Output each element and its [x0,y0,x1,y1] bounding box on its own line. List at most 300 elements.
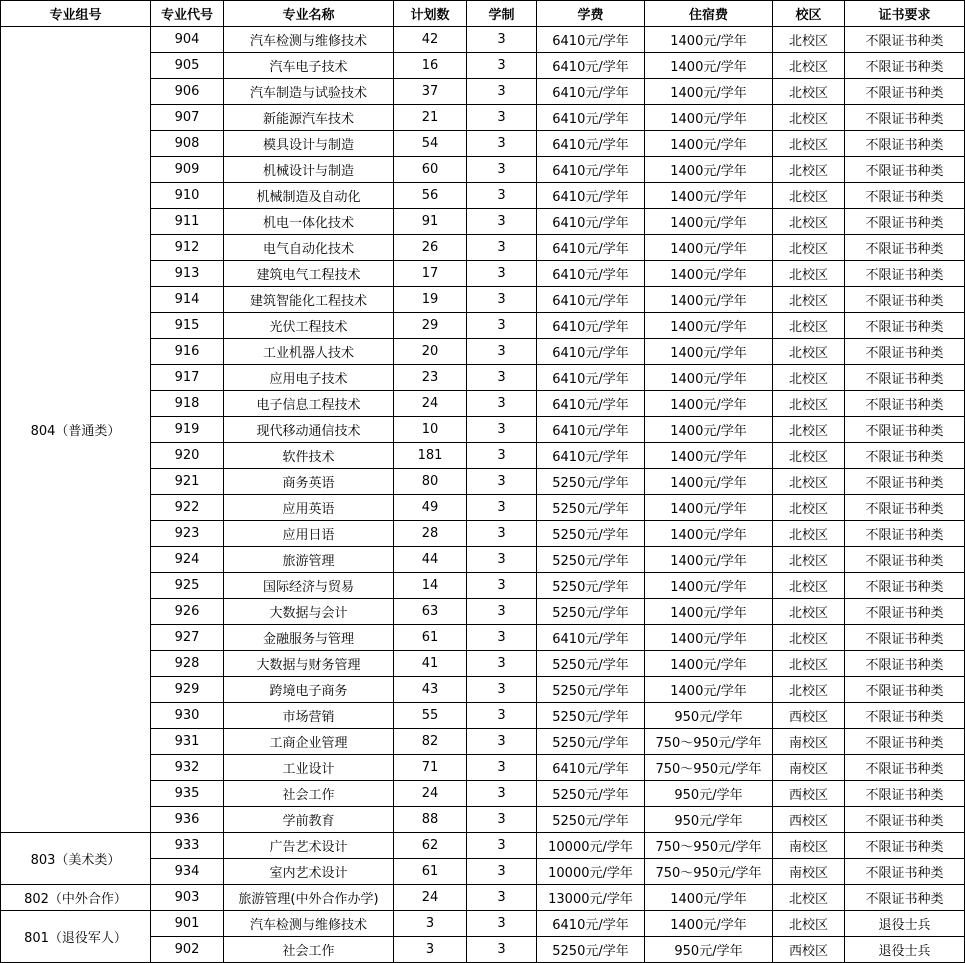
major-code: 935 [151,781,224,807]
major-name: 电气自动化技术 [224,235,394,261]
tuition: 5250元/学年 [537,573,645,599]
plan-count: 80 [394,469,467,495]
duration: 3 [467,261,537,287]
campus: 北校区 [773,417,845,443]
accommodation-fee: 1400元/学年 [645,625,773,651]
major-name: 工业设计 [224,755,394,781]
campus: 北校区 [773,157,845,183]
certificate-requirement: 不限证书种类 [845,833,965,859]
tuition: 6410元/学年 [537,105,645,131]
group-label: 804（普通类） [1,27,151,833]
campus: 北校区 [773,287,845,313]
tuition: 6410元/学年 [537,183,645,209]
duration: 3 [467,443,537,469]
campus: 西校区 [773,807,845,833]
tuition: 6410元/学年 [537,131,645,157]
major-name: 电子信息工程技术 [224,391,394,417]
certificate-requirement: 不限证书种类 [845,755,965,781]
major-code: 934 [151,859,224,885]
accommodation-fee: 1400元/学年 [645,131,773,157]
duration: 3 [467,729,537,755]
table-row [1,833,965,859]
major-code: 930 [151,703,224,729]
certificate-requirement: 不限证书种类 [845,495,965,521]
tuition: 6410元/学年 [537,313,645,339]
plan-count: 3 [394,937,467,963]
plan-count: 56 [394,183,467,209]
plan-count: 24 [394,391,467,417]
certificate-requirement: 不限证书种类 [845,287,965,313]
duration: 3 [467,79,537,105]
certificate-requirement: 不限证书种类 [845,677,965,703]
major-code: 911 [151,209,224,235]
campus: 北校区 [773,599,845,625]
certificate-requirement: 不限证书种类 [845,157,965,183]
tuition: 5250元/学年 [537,547,645,573]
certificate-requirement: 不限证书种类 [845,859,965,885]
plan-count: 23 [394,365,467,391]
duration: 3 [467,625,537,651]
certificate-requirement: 不限证书种类 [845,651,965,677]
plan-count: 82 [394,729,467,755]
duration: 3 [467,469,537,495]
major-code: 926 [151,599,224,625]
certificate-requirement: 不限证书种类 [845,781,965,807]
major-name: 金融服务与管理 [224,625,394,651]
major-code: 906 [151,79,224,105]
tuition: 5250元/学年 [537,599,645,625]
major-name: 旅游管理 [224,547,394,573]
accommodation-fee: 750～950元/学年 [645,729,773,755]
tuition: 5250元/学年 [537,651,645,677]
tuition: 10000元/学年 [537,833,645,859]
major-name: 旅游管理(中外合作办学) [224,885,394,911]
major-name: 汽车制造与试验技术 [224,79,394,105]
accommodation-fee: 1400元/学年 [645,443,773,469]
tuition: 6410元/学年 [537,209,645,235]
major-code: 932 [151,755,224,781]
duration: 3 [467,235,537,261]
major-code: 903 [151,885,224,911]
tuition: 6410元/学年 [537,625,645,651]
tuition: 13000元/学年 [537,885,645,911]
duration: 3 [467,287,537,313]
duration: 3 [467,339,537,365]
certificate-requirement: 不限证书种类 [845,443,965,469]
major-code: 905 [151,53,224,79]
plan-count: 17 [394,261,467,287]
major-code: 902 [151,937,224,963]
plan-count: 55 [394,703,467,729]
campus: 北校区 [773,911,845,937]
major-name: 机械制造及自动化 [224,183,394,209]
major-name: 模具设计与制造 [224,131,394,157]
plan-count: 29 [394,313,467,339]
tuition: 10000元/学年 [537,859,645,885]
plan-count: 10 [394,417,467,443]
duration: 3 [467,807,537,833]
duration: 3 [467,599,537,625]
campus: 北校区 [773,521,845,547]
duration: 3 [467,131,537,157]
plan-count: 24 [394,885,467,911]
accommodation-fee: 1400元/学年 [645,209,773,235]
plan-count: 44 [394,547,467,573]
duration: 3 [467,313,537,339]
major-code: 910 [151,183,224,209]
plan-count: 43 [394,677,467,703]
plan-count: 63 [394,599,467,625]
accommodation-fee: 1400元/学年 [645,885,773,911]
plan-count: 60 [394,157,467,183]
tuition: 5250元/学年 [537,521,645,547]
major-name-header: 专业名称 [224,1,394,27]
tuition: 6410元/学年 [537,911,645,937]
tuition: 5250元/学年 [537,703,645,729]
campus: 南校区 [773,833,845,859]
accommodation-fee: 1400元/学年 [645,391,773,417]
plan-count: 88 [394,807,467,833]
tuition: 5250元/学年 [537,469,645,495]
tuition: 5250元/学年 [537,781,645,807]
major-name: 工业机器人技术 [224,339,394,365]
accommodation-fee: 1400元/学年 [645,573,773,599]
major-name: 社会工作 [224,937,394,963]
campus: 北校区 [773,209,845,235]
major-code: 922 [151,495,224,521]
certificate-requirement: 不限证书种类 [845,599,965,625]
campus: 北校区 [773,443,845,469]
certificate-requirement: 不限证书种类 [845,703,965,729]
campus: 北校区 [773,235,845,261]
duration: 3 [467,859,537,885]
campus: 西校区 [773,937,845,963]
group-header: 专业组号 [1,1,151,27]
plan-count: 37 [394,79,467,105]
campus: 北校区 [773,469,845,495]
major-code: 921 [151,469,224,495]
duration: 3 [467,911,537,937]
plan-count: 20 [394,339,467,365]
duration: 3 [467,209,537,235]
plan-count: 21 [394,105,467,131]
tuition: 5250元/学年 [537,937,645,963]
duration: 3 [467,781,537,807]
major-name: 机械设计与制造 [224,157,394,183]
accommodation-header: 住宿费 [645,1,773,27]
major-name: 商务英语 [224,469,394,495]
major-code: 901 [151,911,224,937]
major-name: 光伏工程技术 [224,313,394,339]
tuition: 6410元/学年 [537,79,645,105]
campus: 西校区 [773,703,845,729]
tuition: 6410元/学年 [537,261,645,287]
campus: 北校区 [773,27,845,53]
certificate-requirement: 不限证书种类 [845,885,965,911]
certificate-requirement: 不限证书种类 [845,729,965,755]
table-row [1,27,965,53]
campus: 北校区 [773,339,845,365]
campus: 北校区 [773,79,845,105]
certificate-requirement: 不限证书种类 [845,365,965,391]
duration: 3 [467,27,537,53]
major-name: 广告艺术设计 [224,833,394,859]
certificate-requirement: 不限证书种类 [845,573,965,599]
accommodation-fee: 1400元/学年 [645,469,773,495]
certificate-requirement: 退役士兵 [845,937,965,963]
header-row [1,1,965,27]
certificate-requirement: 不限证书种类 [845,27,965,53]
major-code: 913 [151,261,224,287]
plan-count: 16 [394,53,467,79]
plan-count: 61 [394,625,467,651]
certificate-requirement: 不限证书种类 [845,625,965,651]
major-name: 汽车检测与维修技术 [224,911,394,937]
campus: 南校区 [773,729,845,755]
plan-count: 14 [394,573,467,599]
major-name: 应用电子技术 [224,365,394,391]
accommodation-fee: 750～950元/学年 [645,859,773,885]
major-name: 大数据与财务管理 [224,651,394,677]
tuition: 5250元/学年 [537,729,645,755]
major-code: 914 [151,287,224,313]
major-name: 工商企业管理 [224,729,394,755]
major-code: 917 [151,365,224,391]
plan-count: 41 [394,651,467,677]
accommodation-fee: 1400元/学年 [645,235,773,261]
duration: 3 [467,105,537,131]
campus: 北校区 [773,651,845,677]
certificate-requirement: 不限证书种类 [845,521,965,547]
accommodation-fee: 1400元/学年 [645,261,773,287]
table-row [1,885,965,911]
plan-count: 28 [394,521,467,547]
accommodation-fee: 1400元/学年 [645,911,773,937]
major-name: 室内艺术设计 [224,859,394,885]
plan-count: 26 [394,235,467,261]
table-body [1,27,965,963]
duration: 3 [467,495,537,521]
plan-count: 181 [394,443,467,469]
tuition: 6410元/学年 [537,287,645,313]
campus: 北校区 [773,183,845,209]
accommodation-fee: 950元/学年 [645,703,773,729]
campus: 北校区 [773,547,845,573]
major-name: 软件技术 [224,443,394,469]
accommodation-fee: 1400元/学年 [645,417,773,443]
duration: 3 [467,937,537,963]
certificate-requirement: 不限证书种类 [845,209,965,235]
major-code: 936 [151,807,224,833]
major-code: 928 [151,651,224,677]
duration: 3 [467,521,537,547]
accommodation-fee: 1400元/学年 [645,157,773,183]
plan-count: 49 [394,495,467,521]
certificate-requirement: 不限证书种类 [845,131,965,157]
accommodation-fee: 1400元/学年 [645,495,773,521]
accommodation-fee: 1400元/学年 [645,53,773,79]
major-code: 931 [151,729,224,755]
campus-header: 校区 [773,1,845,27]
major-code: 927 [151,625,224,651]
major-code: 929 [151,677,224,703]
campus: 北校区 [773,573,845,599]
certificate-requirement: 不限证书种类 [845,339,965,365]
major-name: 应用英语 [224,495,394,521]
group-label: 801（退役军人） [1,911,151,963]
duration: 3 [467,651,537,677]
duration: 3 [467,157,537,183]
group-label: 803（美术类） [1,833,151,885]
major-name: 市场营销 [224,703,394,729]
certificate-requirement: 不限证书种类 [845,53,965,79]
campus: 北校区 [773,261,845,287]
duration: 3 [467,703,537,729]
plan-count: 19 [394,287,467,313]
campus: 北校区 [773,391,845,417]
campus: 北校区 [773,677,845,703]
tuition: 6410元/学年 [537,417,645,443]
major-name: 社会工作 [224,781,394,807]
plan-count: 24 [394,781,467,807]
duration: 3 [467,573,537,599]
duration: 3 [467,677,537,703]
certificate-requirement: 不限证书种类 [845,105,965,131]
campus: 北校区 [773,625,845,651]
major-name: 应用日语 [224,521,394,547]
duration: 3 [467,391,537,417]
duration: 3 [467,885,537,911]
code-header: 专业代号 [151,1,224,27]
tuition: 6410元/学年 [537,365,645,391]
major-name: 汽车电子技术 [224,53,394,79]
major-name: 大数据与会计 [224,599,394,625]
major-name: 跨境电子商务 [224,677,394,703]
major-code: 925 [151,573,224,599]
campus: 北校区 [773,885,845,911]
accommodation-fee: 1400元/学年 [645,365,773,391]
major-name: 建筑智能化工程技术 [224,287,394,313]
certificate-requirement: 不限证书种类 [845,79,965,105]
certificate-header: 证书要求 [845,1,965,27]
accommodation-fee: 950元/学年 [645,937,773,963]
duration: 3 [467,53,537,79]
accommodation-fee: 1400元/学年 [645,599,773,625]
campus: 西校区 [773,781,845,807]
accommodation-fee: 1400元/学年 [645,313,773,339]
plan-count: 42 [394,27,467,53]
certificate-requirement: 不限证书种类 [845,261,965,287]
certificate-requirement: 不限证书种类 [845,547,965,573]
major-code: 920 [151,443,224,469]
major-code: 912 [151,235,224,261]
accommodation-fee: 1400元/学年 [645,521,773,547]
group-label: 802（中外合作） [1,885,151,911]
duration: 3 [467,833,537,859]
tuition: 6410元/学年 [537,339,645,365]
campus: 南校区 [773,859,845,885]
certificate-requirement: 不限证书种类 [845,469,965,495]
accommodation-fee: 1400元/学年 [645,651,773,677]
duration-header: 学制 [467,1,537,27]
campus: 北校区 [773,131,845,157]
certificate-requirement: 不限证书种类 [845,391,965,417]
major-code: 908 [151,131,224,157]
accommodation-fee: 1400元/学年 [645,79,773,105]
major-name: 建筑电气工程技术 [224,261,394,287]
major-name: 新能源汽车技术 [224,105,394,131]
major-code: 919 [151,417,224,443]
major-code: 907 [151,105,224,131]
tuition: 6410元/学年 [537,27,645,53]
tuition: 6410元/学年 [537,53,645,79]
duration: 3 [467,183,537,209]
major-code: 923 [151,521,224,547]
campus: 南校区 [773,755,845,781]
campus: 北校区 [773,495,845,521]
accommodation-fee: 1400元/学年 [645,677,773,703]
tuition: 5250元/学年 [537,495,645,521]
certificate-requirement: 不限证书种类 [845,183,965,209]
accommodation-fee: 1400元/学年 [645,547,773,573]
major-name: 学前教育 [224,807,394,833]
tuition: 6410元/学年 [537,235,645,261]
major-code: 915 [151,313,224,339]
tuition: 6410元/学年 [537,755,645,781]
plan-count: 71 [394,755,467,781]
major-code: 933 [151,833,224,859]
accommodation-fee: 1400元/学年 [645,287,773,313]
plan-count: 62 [394,833,467,859]
major-code: 924 [151,547,224,573]
major-name: 国际经济与贸易 [224,573,394,599]
certificate-requirement: 退役士兵 [845,911,965,937]
duration: 3 [467,755,537,781]
campus: 北校区 [773,53,845,79]
major-name: 现代移动通信技术 [224,417,394,443]
certificate-requirement: 不限证书种类 [845,313,965,339]
certificate-requirement: 不限证书种类 [845,235,965,261]
accommodation-fee: 950元/学年 [645,807,773,833]
major-code: 904 [151,27,224,53]
duration: 3 [467,417,537,443]
plan-count: 61 [394,859,467,885]
tuition-header: 学费 [537,1,645,27]
major-name: 汽车检测与维修技术 [224,27,394,53]
major-code: 918 [151,391,224,417]
tuition: 6410元/学年 [537,391,645,417]
duration: 3 [467,547,537,573]
tuition: 5250元/学年 [537,807,645,833]
accommodation-fee: 750～950元/学年 [645,833,773,859]
tuition: 5250元/学年 [537,677,645,703]
plan-count: 3 [394,911,467,937]
accommodation-fee: 1400元/学年 [645,27,773,53]
plan-count: 91 [394,209,467,235]
major-code: 916 [151,339,224,365]
certificate-requirement: 不限证书种类 [845,807,965,833]
tuition: 6410元/学年 [537,443,645,469]
campus: 北校区 [773,313,845,339]
accommodation-fee: 1400元/学年 [645,105,773,131]
accommodation-fee: 1400元/学年 [645,183,773,209]
major-name: 机电一体化技术 [224,209,394,235]
plan-count-header: 计划数 [394,1,467,27]
tuition: 6410元/学年 [537,157,645,183]
major-code: 909 [151,157,224,183]
table-row [1,911,965,937]
duration: 3 [467,365,537,391]
